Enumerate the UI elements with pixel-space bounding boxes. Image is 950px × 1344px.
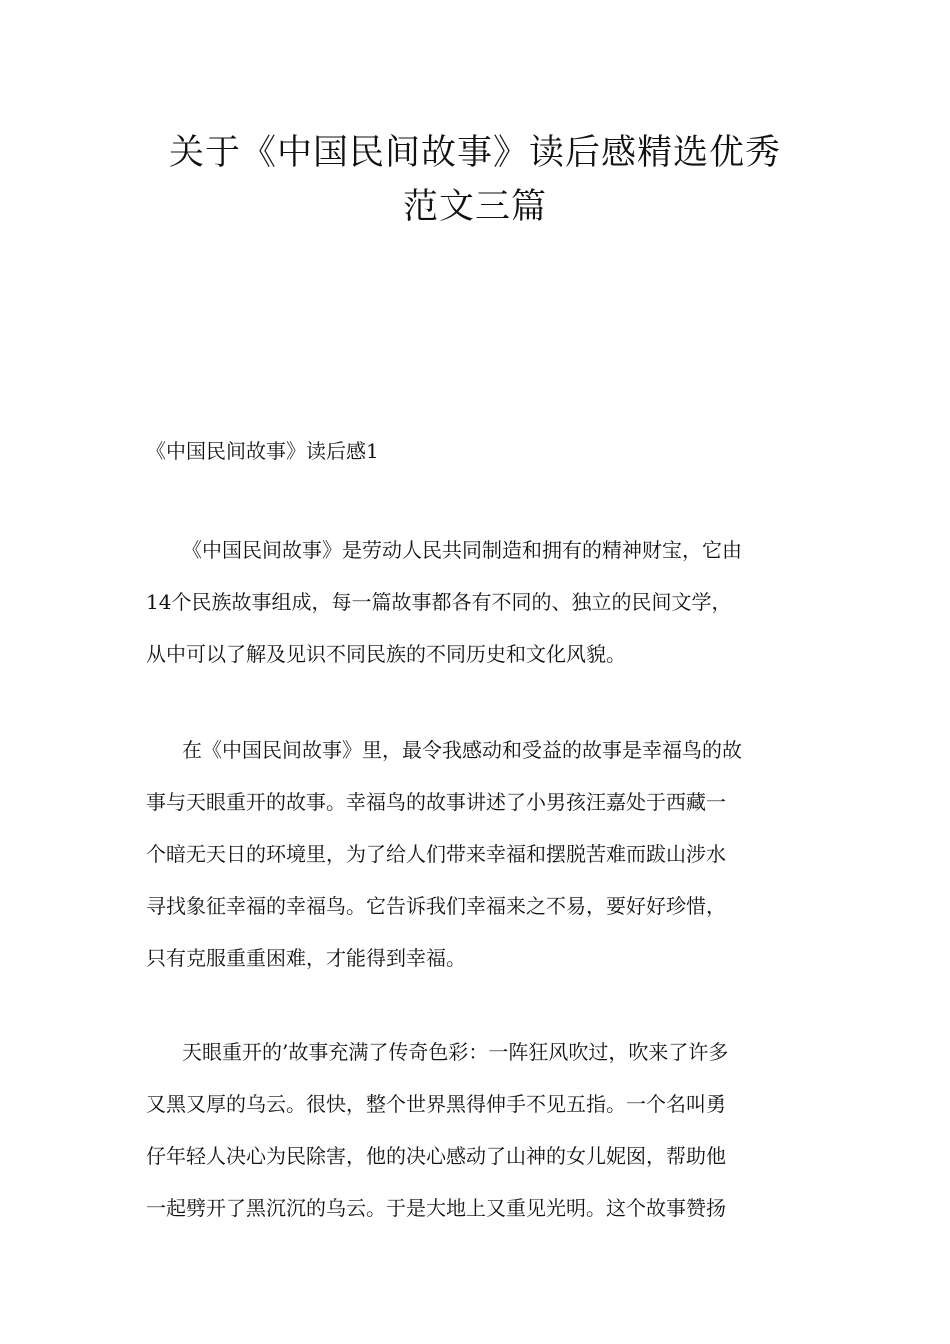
title-line-2: 范文三篇 — [402, 187, 547, 227]
paragraph-line: 天眼重开的’故事充满了传奇色彩：一阵狂风吹过，吹来了许多 — [182, 1040, 729, 1064]
paragraph-line: 又黑又厚的乌云。很快，整个世界黑得伸手不见五指。一个名叫勇 — [146, 1092, 726, 1116]
paragraph-line: 从中可以了解及见识不同民族的不同历史和文化风貌。 — [146, 642, 626, 666]
paragraph-line: 寻找象征幸福的幸福鸟。它告诉我们幸福来之不易，要好好珍惜， — [146, 894, 726, 918]
paragraph-line: 一起劈开了黑沉沉的乌云。于是大地上又重见光明。这个故事赞扬 — [146, 1196, 726, 1220]
paragraph-line: 14个民族故事组成，每一篇故事都各有不同的、独立的民间文学， — [146, 590, 732, 614]
title-line-1: 关于《中国民间故事》读后感精选优秀 — [168, 133, 781, 173]
paragraph-2 — [146, 724, 806, 984]
section-heading: 《中国民间故事》读后感1 — [146, 439, 379, 463]
paragraph-line: 只有克服重重困难，才能得到幸福。 — [146, 946, 466, 970]
paragraph-1 — [146, 524, 806, 680]
paragraph-3 — [146, 1026, 806, 1234]
paragraph-line: 仔年轻人决心为民除害，他的决心感动了山神的女儿妮囡，帮助他 — [146, 1144, 726, 1168]
document-title — [110, 126, 840, 234]
paragraph-line: 在《中国民间故事》里，最令我感动和受益的故事是幸福鸟的故 — [182, 738, 742, 762]
paragraph-line: 事与天眼重开的故事。幸福鸟的故事讲述了小男孩汪嘉处于西藏一 — [146, 790, 726, 814]
paragraph-line: 个暗无天日的环境里，为了给人们带来幸福和摆脱苦难而跋山涉水 — [146, 842, 726, 866]
paragraph-line: 《中国民间故事》是劳动人民共同制造和拥有的精神财宝，它由 — [182, 538, 742, 562]
